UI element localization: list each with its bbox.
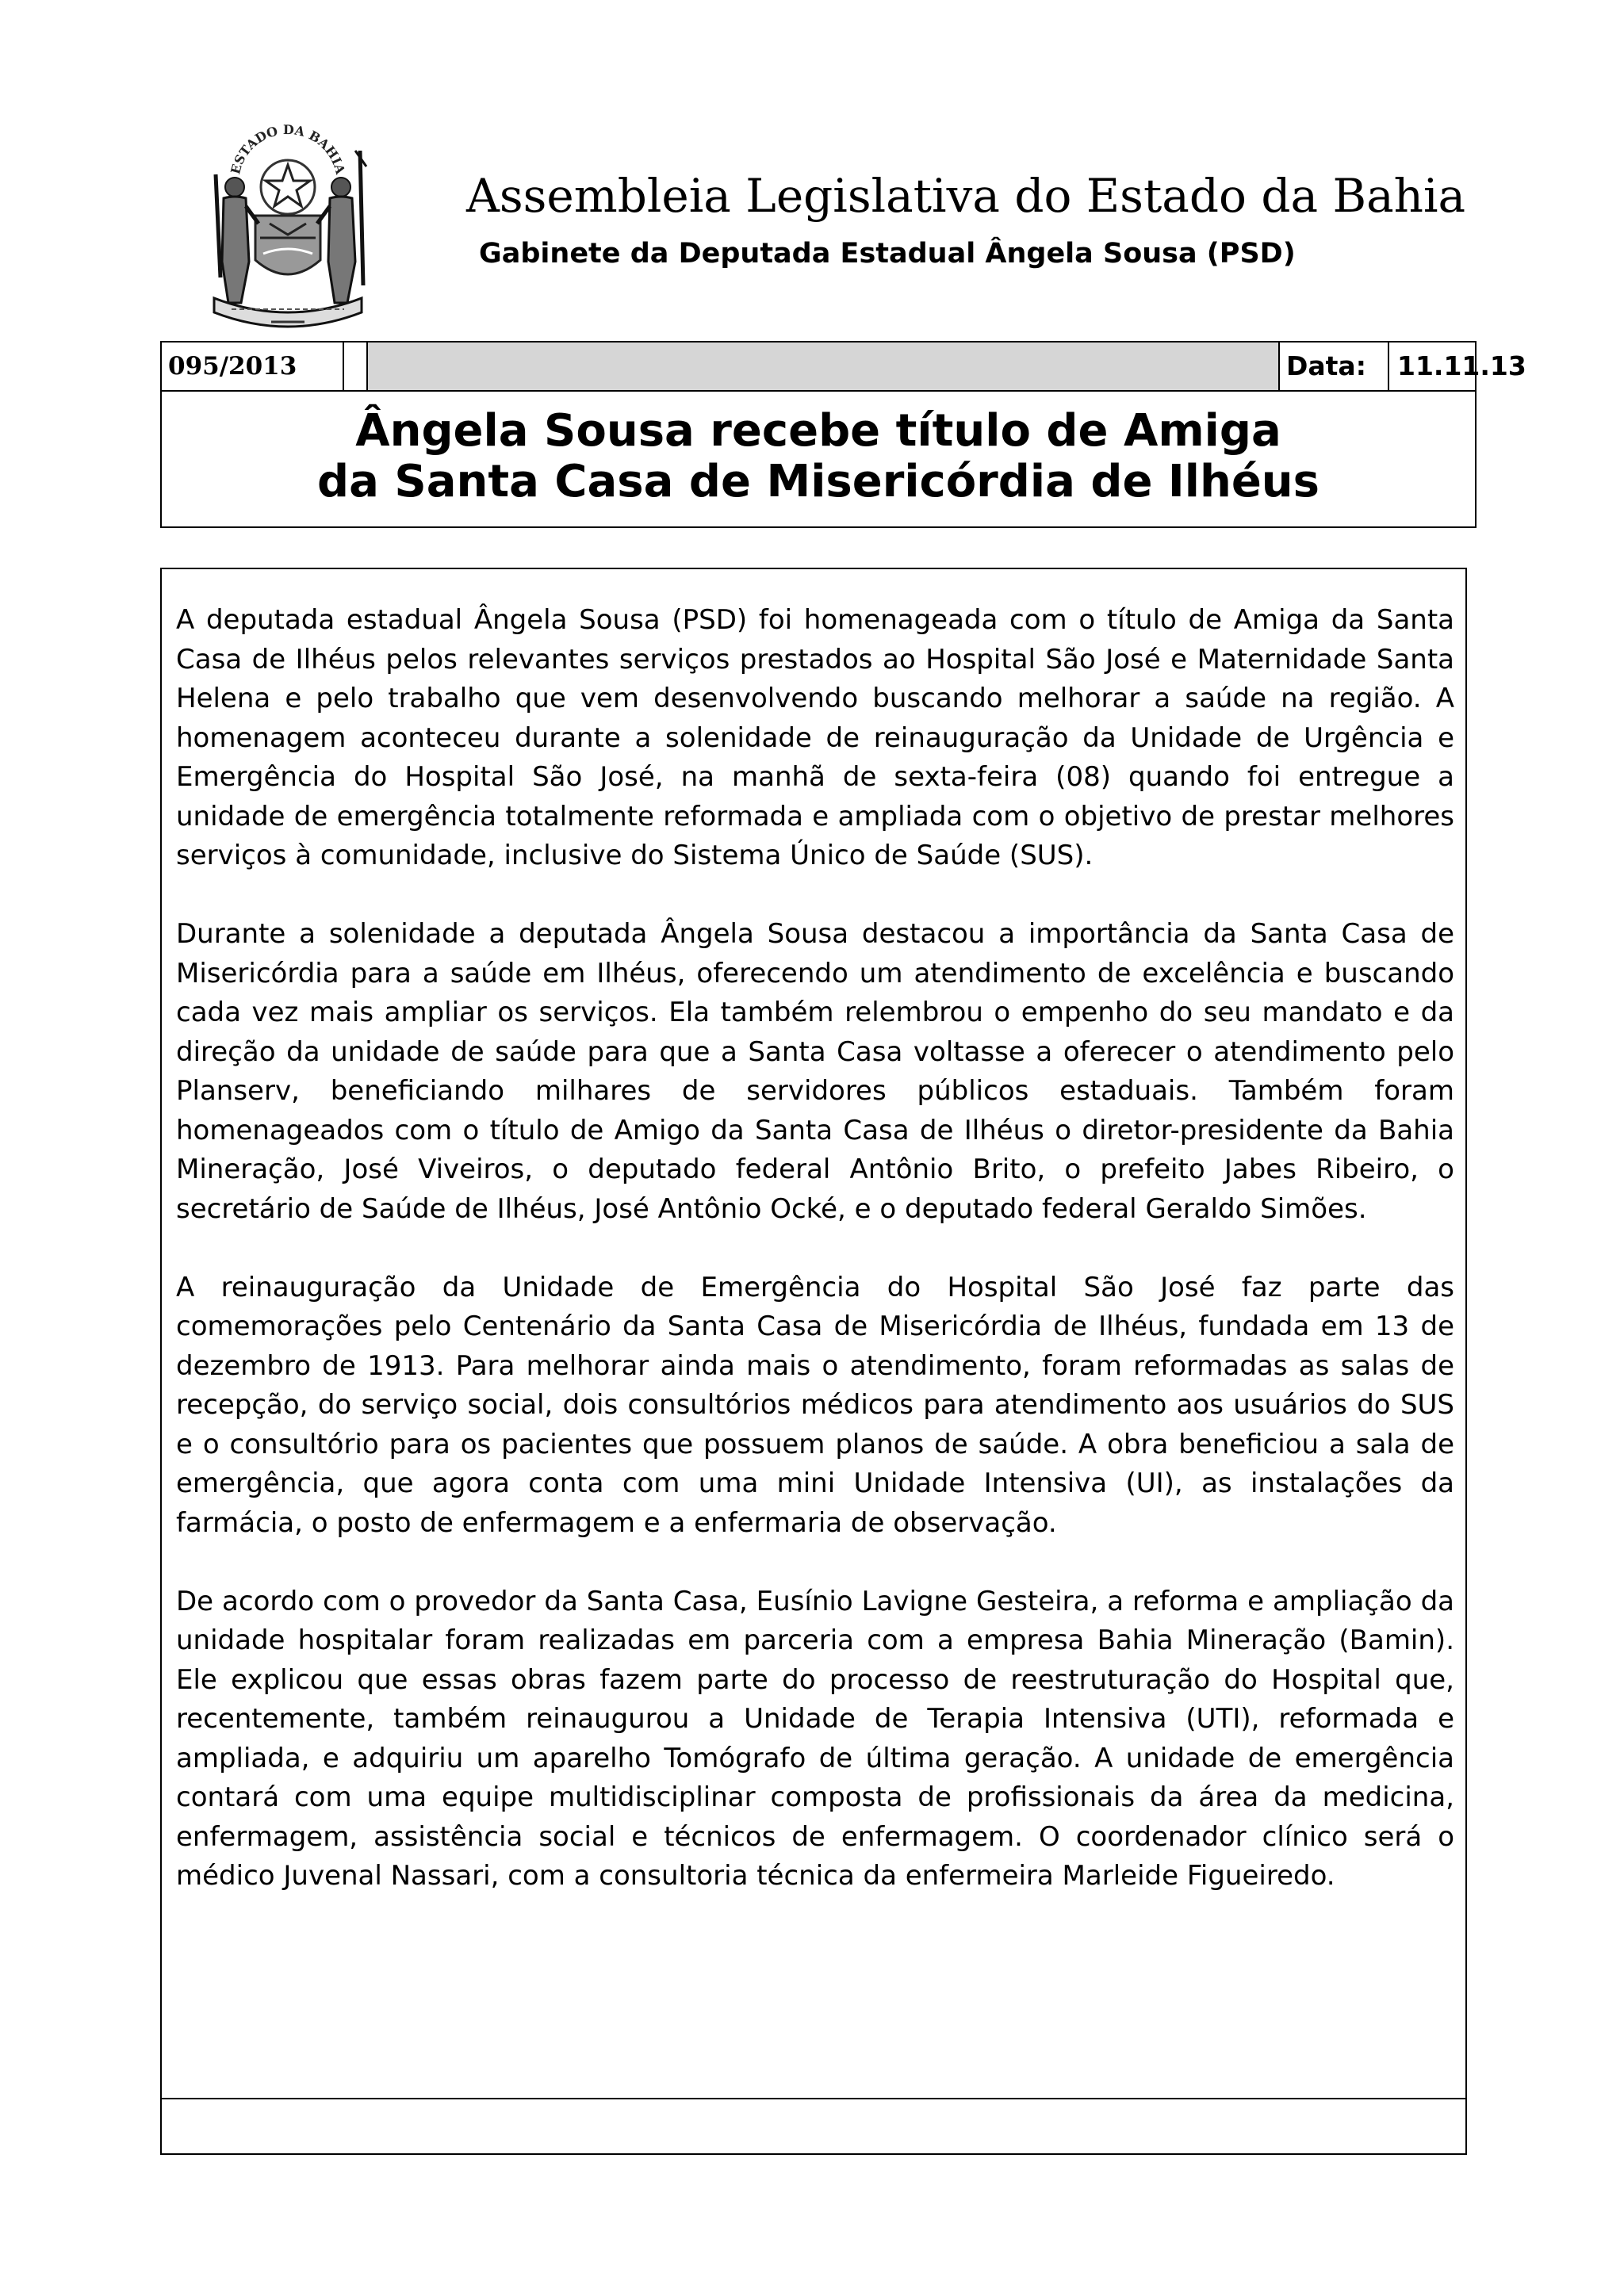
coat-of-arms-icon xyxy=(200,119,376,331)
shaded-cell xyxy=(368,342,1280,390)
footer-divider xyxy=(162,2098,1465,2099)
headline-line-2: da Santa Casa de Misericórdia de Ilhéus xyxy=(316,456,1320,507)
paragraph: De acordo com o provedor da Santa Casa, Eusínio Lavigne Gesteira, a reforma e ampliação da unidade hospitalar foram realizadas em parceria com a empresa Bahia Mineração (Bamin). Ele explicou que essas obras fazem parte do processo de reestruturação do Hospital que, recentemente, também reinaugurou a Unidade de Terapia Intensiva (UTI), reformada e ampliada, e adquiriu um aparelho Tomógrafo de última geração. A unidade de emergência contará com uma equipe multidisciplinar composta de profissionais da área da medicina, enfermagem, assistência social e técnicos de enfermagem. O coordenador clínico será o médico Juvenal Nassari, com a consultoria técnica da enfermeira Marleide Figueiredo. xyxy=(176,1585,1454,1892)
page-title: Assembleia Legislativa do Estado da Bahia xyxy=(466,169,1466,223)
info-row xyxy=(162,342,1526,392)
paragraph: Durante a solenidade a deputada Ângela Sousa destacou a importância da Santa Casa de Misericórdia para a saúde em Ilhéus, oferecendo um atendimento de excelência e buscando cada vez mais ampliar os serviços. Ela também relembrou o empenho do seu mandato e da direção da unidade de saúde para que a Santa Casa voltasse a oferecer o atendimento pelo Planserv, beneficiando milhares de servidores públicos estaduais. Também foram homenageados com o título de Amigo da Santa Casa de Ilhéus o diretor-presidente da Bahia Mineração, José Viveiros, o deputado federal Antônio Brito, o prefeito Jabes Ribeiro, o secretário de Saúde de Ilhéus, José Antônio Ocké, e o deputado federal Geraldo Simões. xyxy=(176,918,1454,1225)
office-subtitle: Gabinete da Deputada Estadual Ângela Sousa (PSD) xyxy=(479,238,1296,270)
date-label: Data: xyxy=(1280,342,1389,390)
headline xyxy=(162,406,1475,507)
document-number: 095/2013 xyxy=(162,342,344,390)
info-table xyxy=(160,341,1526,528)
article-body xyxy=(176,601,1454,1896)
headline-line-1: Ângela Sousa recebe título de Amiga xyxy=(355,405,1281,457)
date-value: 11.11.13 xyxy=(1397,350,1526,381)
paragraph: A reinauguração da Unidade de Emergência do Hospital São José faz parte das comemorações pelo Centenário da Santa Casa de Misericórdia de Ilhéus, fundada em 13 de dezembro de 1913. Para melhorar ainda mais o atendimento, foram reformadas as salas de recepção, do serviço social, dois consultórios médicos para atendimento aos usuários do SUS e o consultório para os pacientes que possuem planos de saúde. A obra beneficiou a sala de emergência, que agora conta com uma mini Unidade Intensiva (UI), as instalações da farmácia, o posto de enfermagem e a enfermaria de observação. xyxy=(176,1271,1454,1539)
paragraph: A deputada estadual Ângela Sousa (PSD) foi homenageada com o título de Amiga da Santa Casa de Ilhéus pelos relevantes serviços prestados ao Hospital São José e Maternidade Santa Helena e pelo trabalho que vem desenvolvendo buscando melhorar a saúde na região. A homenagem aconteceu durante a solenidade de reinauguração da Unidade de Urgência e Emergência do Hospital São José, na manhã de sexta-feira (08) quando foi entregue a unidade de emergência totalmente reformada e ampliada com o objetivo de prestar melhores serviços à comunidade, inclusive do Sistema Único de Saúde (SUS). xyxy=(176,604,1454,871)
seal-text: ESTADO DA BAHIA xyxy=(228,122,348,176)
blank-cell xyxy=(344,342,368,390)
article-box xyxy=(160,568,1467,2155)
